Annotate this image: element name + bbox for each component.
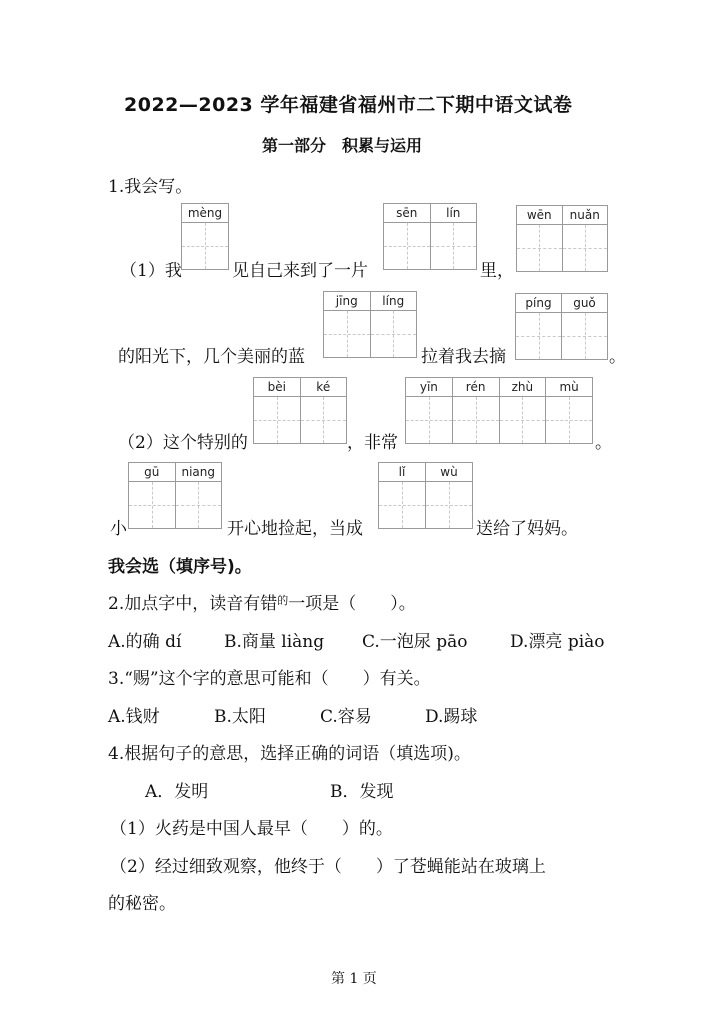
writing-box[interactable]: [324, 311, 371, 357]
writing-box[interactable]: [379, 482, 426, 528]
pinyin-label: líng: [382, 294, 405, 308]
pinyin-label: mèng: [187, 206, 223, 220]
q1-line1-prefix: （1）我: [120, 261, 182, 281]
pinyin-grid[interactable]: [516, 205, 608, 272]
q1-line3-text: 。: [595, 433, 612, 453]
pinyin-label: ké: [316, 380, 331, 394]
q4-stem: 4.根据句子的意思，选择正确的词语（填选项)。: [108, 744, 471, 764]
writing-box[interactable]: [129, 482, 176, 528]
q1-line2-text: 拉着我去摘: [421, 347, 506, 367]
pinyin-label: nuǎn: [569, 208, 600, 222]
q2-stem: [108, 589, 416, 614]
writing-box[interactable]: [182, 223, 229, 269]
page-title: 2022—2023 学年福建省福州市二下期中语文试卷: [124, 94, 573, 116]
pinyin-label: jīng: [324, 292, 371, 310]
q2-stem-small: 的: [277, 594, 289, 607]
pinyin-label: lín: [446, 206, 461, 220]
writing-box[interactable]: [500, 397, 547, 443]
pinyin-grid[interactable]: [515, 293, 608, 360]
pinyin-grid[interactable]: [378, 462, 473, 529]
q4-choice-a[interactable]: A．发明: [145, 782, 209, 802]
q2-stem-end: 一项是（ ）。: [288, 594, 416, 614]
section-title: 第一部分 积累与运用: [262, 136, 423, 155]
q1-line1-text: 里，: [480, 261, 514, 281]
q2-option-b[interactable]: B.商量 liàng: [224, 632, 325, 652]
pinyin-grid[interactable]: [323, 291, 417, 358]
page-number: 第 1 页: [331, 971, 377, 987]
writing-box[interactable]: [453, 397, 500, 443]
q4-sentence-2: （2）经过细致观察，他终于（ ）了苍蝇能站在玻璃上: [110, 857, 546, 877]
writing-box[interactable]: [517, 225, 563, 271]
writing-box[interactable]: [546, 397, 593, 443]
writing-box[interactable]: [176, 482, 223, 528]
q1-line3-prefix: （2）这个特别的: [118, 433, 248, 453]
q1-line2-text: 的阳光下，几个美丽的蓝: [118, 347, 305, 367]
pinyin-label: guǒ: [573, 296, 596, 310]
writing-box[interactable]: [563, 225, 609, 271]
pinyin-label: niang: [181, 465, 215, 479]
q1-line2-text: 。: [609, 347, 626, 367]
pinyin-grid[interactable]: [181, 203, 229, 270]
q1-line4-text: 小: [110, 519, 127, 539]
pinyin-label: yīn: [406, 378, 453, 396]
pinyin-grid[interactable]: [383, 203, 477, 270]
pinyin-label: bèi: [254, 378, 301, 396]
q2-option-a[interactable]: A.的确 dí: [108, 632, 182, 652]
writing-box[interactable]: [384, 223, 431, 269]
q2-option-c[interactable]: C.一泡尿 pāo: [362, 632, 468, 652]
pinyin-label: wēn: [517, 206, 563, 224]
writing-box[interactable]: [301, 397, 348, 443]
q3-option-d[interactable]: D.踢球: [425, 707, 478, 727]
pinyin-label: zhù: [500, 378, 547, 396]
writing-box[interactable]: [254, 397, 301, 443]
q2-stem-text: 2.加点字中，读音有错: [108, 594, 278, 614]
q1-line1-text: 见自己来到了一片: [232, 261, 368, 281]
q2-option-d[interactable]: D.漂亮 piào: [510, 632, 605, 652]
pinyin-label: sēn: [384, 204, 431, 222]
q4-sentence-1: （1）火药是中国人最早（ ）的。: [110, 819, 393, 839]
pinyin-label: píng: [516, 294, 562, 312]
q3-option-a[interactable]: A.钱财: [108, 707, 160, 727]
q3-option-b[interactable]: B.太阳: [214, 707, 266, 727]
pinyin-label: wù: [440, 465, 458, 479]
writing-box[interactable]: [431, 223, 478, 269]
pinyin-grid[interactable]: [405, 377, 593, 444]
section-heading: 我会选（填序号)。: [108, 557, 252, 577]
q1-line4-text: 送给了妈妈。: [476, 519, 578, 539]
pinyin-grid[interactable]: [128, 462, 222, 529]
writing-box[interactable]: [426, 482, 473, 528]
q3-option-c[interactable]: C.容易: [320, 707, 372, 727]
pinyin-label: rén: [453, 378, 500, 396]
q1-line4-text: 开心地捡起，当成: [227, 519, 363, 539]
q1-line3-text: ，非常: [347, 433, 398, 453]
q1-heading: 1.我会写。: [108, 177, 193, 197]
writing-box[interactable]: [406, 397, 453, 443]
pinyin-label: mù: [559, 380, 579, 394]
q4-sentence-2-cont: 的秘密。: [108, 894, 176, 914]
writing-box[interactable]: [371, 311, 418, 357]
writing-box[interactable]: [516, 313, 562, 359]
pinyin-label: lǐ: [379, 463, 426, 481]
writing-box[interactable]: [562, 313, 608, 359]
pinyin-grid[interactable]: [253, 377, 347, 444]
q4-choice-b[interactable]: B．发现: [330, 782, 394, 802]
q3-stem: 3.“赐”这个字的意思可能和（ ）有关。: [108, 669, 431, 689]
pinyin-label: gū: [129, 463, 176, 481]
